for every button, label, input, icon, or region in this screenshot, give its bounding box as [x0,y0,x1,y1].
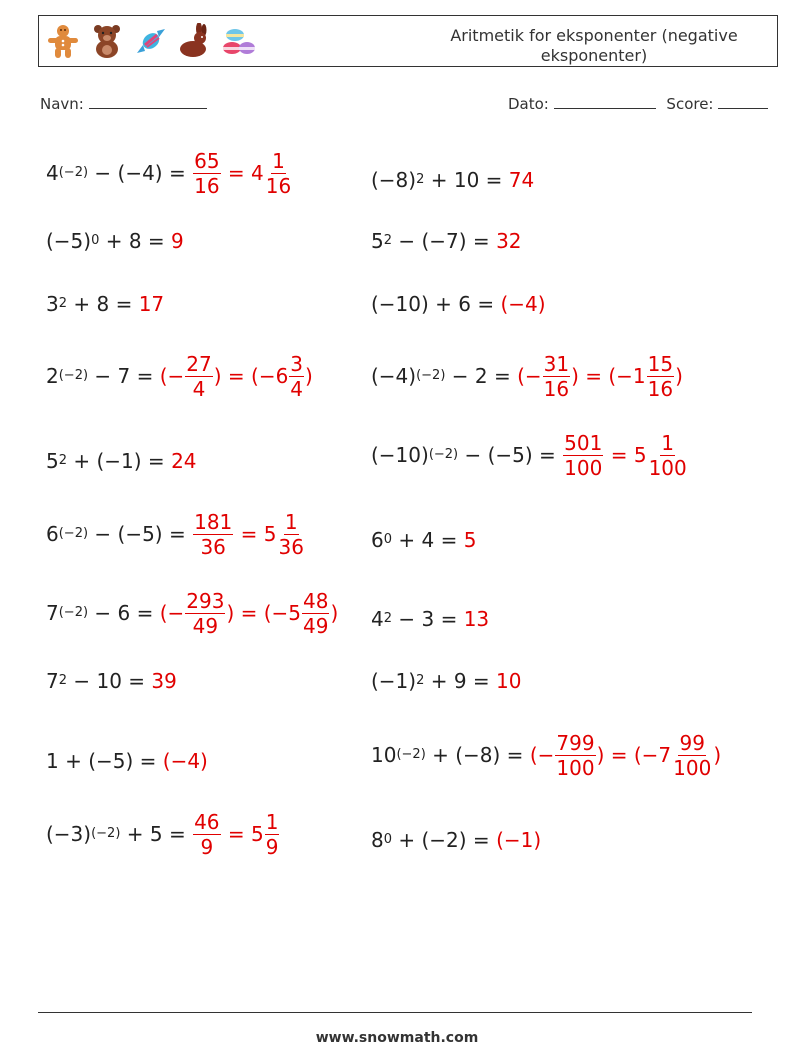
chocolate-bunny-icon [177,23,213,59]
answer: (− $\frac{799}{100}$ ) = (−7 $\frac{99}{100}$ ) [529,730,722,780]
answer: (− $\frac{293}{49}$ ) = (−5 $\frac{48}{49}$ ) [159,588,339,638]
problem-4: 5 2 − (−7) = 32 [371,229,522,253]
answer: 39 [151,669,177,693]
problem-7: 2 (−2) − 7 = (− $\frac{27}{4}$ ) = (−6 $\frac{3}{4}$ ) [46,351,313,401]
score-blank[interactable] [718,94,768,109]
problem-3: (−5) 0 + 8 = 9 [46,229,184,253]
problem-1: 4 (−2) − (−4) = $\frac{65}{16}$ = 4 $\frac{1}{16}$ [46,148,292,198]
date-score-fields [508,94,768,113]
problem-base: 4 [46,161,59,185]
macarons-icon [221,23,257,59]
answer: (−4) [500,292,546,316]
answer: (−1) [496,828,542,852]
problem-15: 7 2 − 10 = 39 [46,669,177,693]
answer: $\frac{501}{100}$ = 5 $\frac{1}{100}$ [564,430,687,480]
problem-5: 3 2 + 8 = 17 [46,292,165,316]
name-label: Navn: [40,95,84,113]
worksheet-header [38,15,778,67]
footer-url[interactable]: www.snowmath.com [315,1030,479,1046]
answer: (− $\frac{31}{16}$ ) = (−1 $\frac{15}{16}$ ) [517,351,683,401]
answer: 32 [496,229,522,253]
answer: $\frac{181}{36}$ = 5 $\frac{1}{36}$ [194,509,304,559]
problem-8: (−4) (−2) − 2 = (− $\frac{31}{16}$ ) = (−1 $\frac{15}{16}$ ) [371,351,683,401]
gingerbread-man-icon [45,23,81,59]
problem-11: 6 (−2) − (−5) = $\frac{181}{36}$ = 5 $\frac{1}{36}$ [46,509,304,559]
answer: (−4) [162,749,208,773]
answer: $\frac{46}{9}$ = 5 $\frac{1}{9}$ [194,809,279,859]
problem-9: 5 2 + (−1) = 24 [46,449,197,473]
problem-16: (−1) 2 + 9 = 10 [371,669,522,693]
answer: (− $\frac{27}{4}$ ) = (−6 $\frac{3}{4}$ ) [159,351,313,401]
score-label: Score: [666,95,714,113]
problem-6: (−10) + 6 = (−4) [371,292,546,316]
problem-17: 1 + (−5) = (−4) [46,749,208,773]
problem-12: 6 0 + 4 = 5 [371,528,477,552]
footer-divider [38,1012,752,1013]
problem-18: 10 (−2) + (−8) = (− $\frac{799}{100}$ ) = (−7 $\frac{99}{100}$ ) [371,730,722,780]
answer: 17 [138,292,165,316]
candy-icon [133,23,169,59]
date-label: Dato: [508,95,549,113]
problem-20: 8 0 + (−2) = (−1) [371,828,542,852]
problem-14: 4 2 − 3 = 13 [371,607,490,631]
teddy-bear-icon [89,23,125,59]
answer: 74 [508,168,535,192]
answer-mixed-fraction: $\frac{1}{16}$ [265,148,292,198]
name-blank[interactable] [89,94,207,109]
answer-fraction: $\frac{65}{16}$ [194,148,220,198]
name-field [40,94,207,113]
problem-13: 7 (−2) − 6 = (− $\frac{293}{49}$ ) = (−5 $\frac{48}{49}$ ) [46,588,339,638]
answer: 9 [171,229,184,253]
answer: 10 [496,669,522,693]
answer: 5 [463,528,477,552]
problem-2: (−8) 2 + 10 = 74 [371,168,535,192]
icon-strip [45,23,257,59]
worksheet-title: Aritmetik for eksponenter (negative eksponenter) [450,26,738,65]
answer: 13 [463,607,490,631]
problem-19: (−3) (−2) + 5 = $\frac{46}{9}$ = 5 $\frac{1}{9}$ [46,809,279,859]
problem-text: − (−4) = [88,161,186,185]
problem-10: (−10) (−2) − (−5) = $\frac{501}{100}$ = 5 $\frac{1}{100}$ [371,430,687,480]
date-blank[interactable] [554,94,656,109]
answer: 24 [171,449,197,473]
answer: $\frac{65}{16}$ = 4 $\frac{1}{16}$ [194,148,292,198]
